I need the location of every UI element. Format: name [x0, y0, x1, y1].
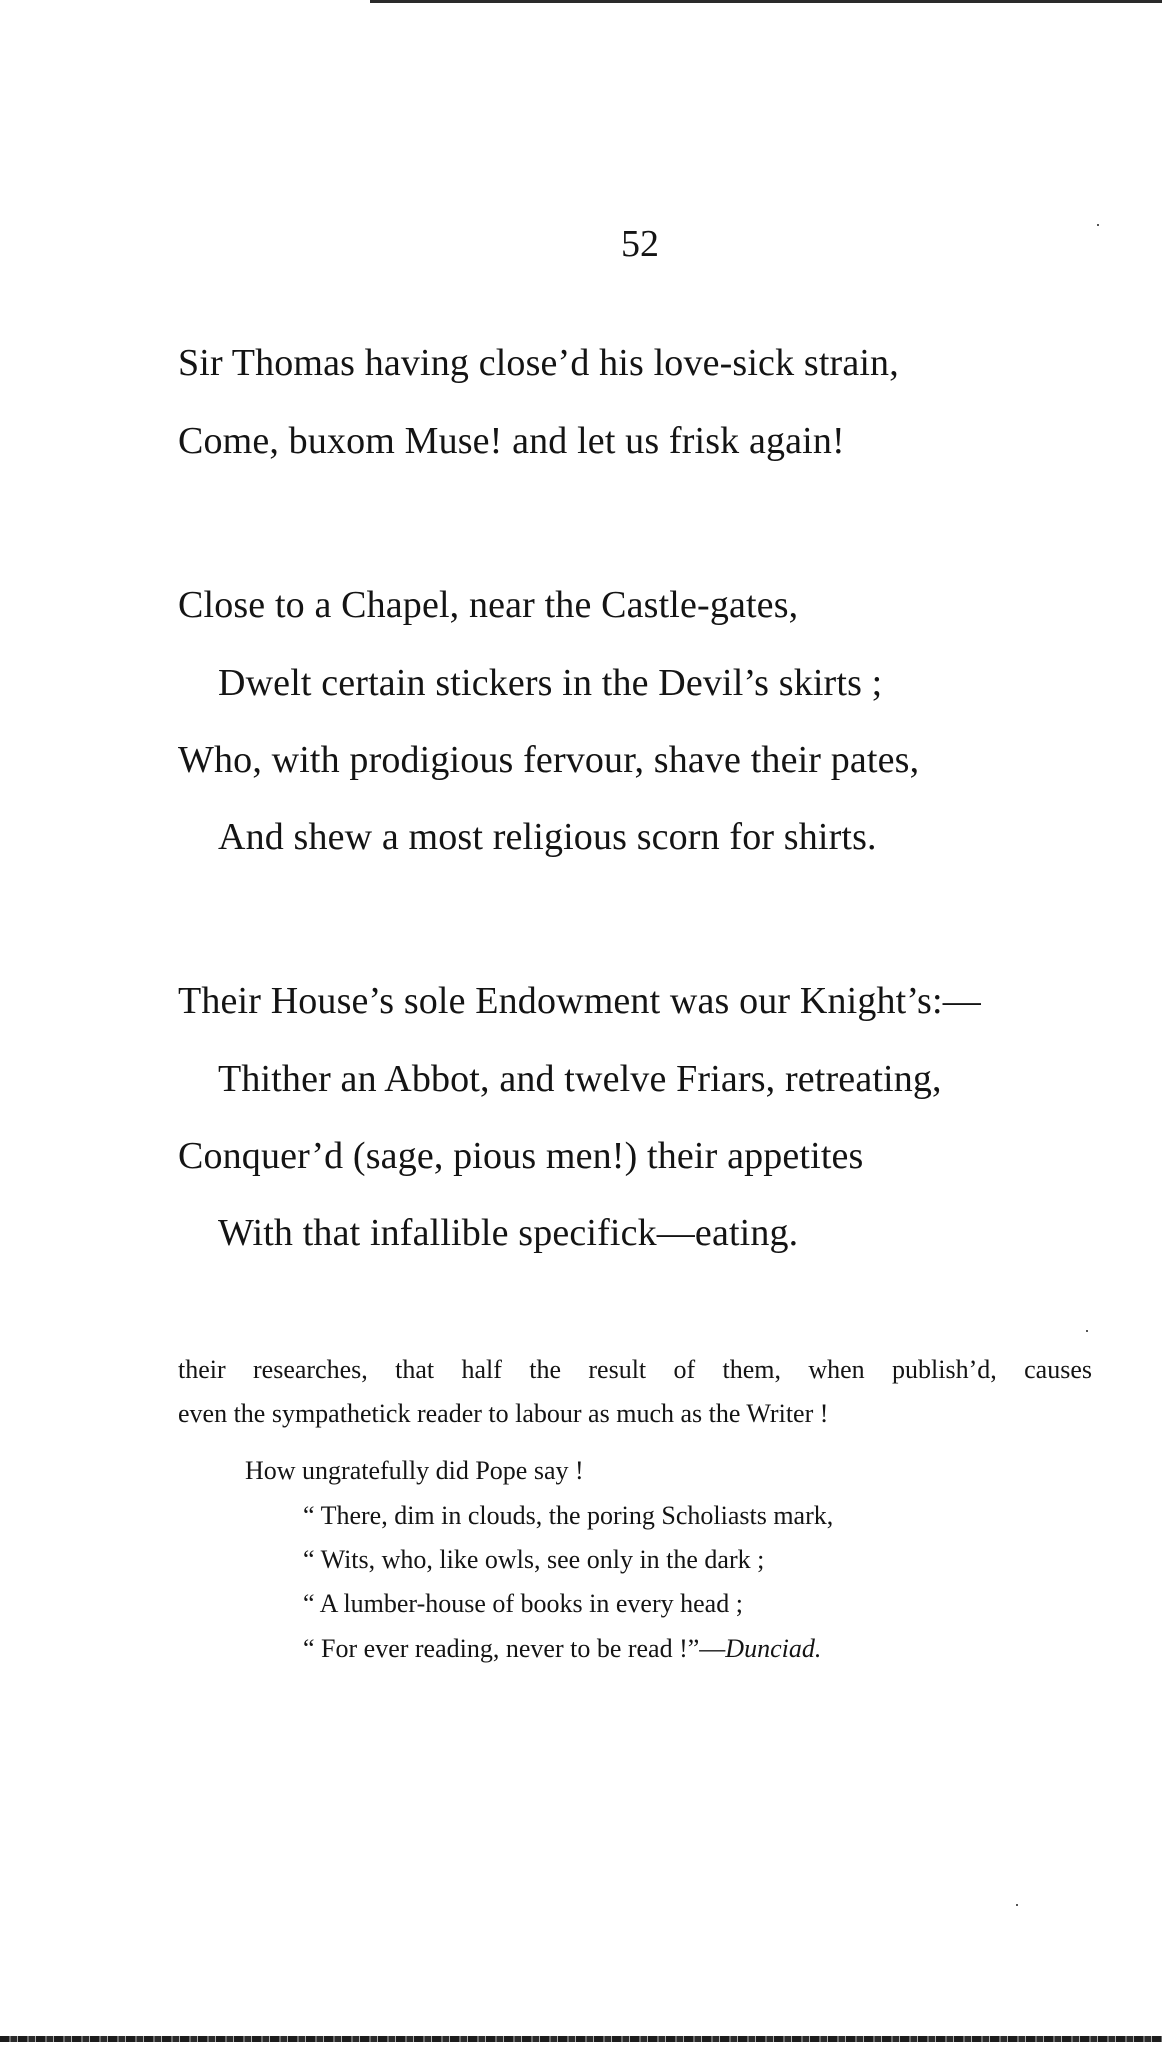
page-speck: [1097, 224, 1099, 226]
stanza-1-line-2: Come, buxom Muse! and let us frisk again!: [178, 420, 845, 462]
quote-source: Dunciad.: [725, 1634, 822, 1663]
page-speck: [1016, 1904, 1018, 1906]
stanza-3-line-3: Conquer’d (sage, pious men!) their appetites: [178, 1135, 864, 1177]
stanza-2-line-1: Close to a Chapel, near the Castle-gates,: [178, 584, 799, 626]
quote-line-3: “ A lumber-house of books in every head ;: [303, 1589, 743, 1618]
footnote-line-1: their researches, that half the result of them, when publish’d, causes: [178, 1355, 1092, 1384]
stanza-2-line-3: Who, with prodigious fervour, shave their pates,: [178, 739, 920, 781]
stanza-2-line-2: Dwelt certain stickers in the Devil’s skirts ;: [218, 662, 883, 704]
bottom-page-edge: [0, 2036, 1162, 2042]
stanza-3-line-4: With that infallible specifick—eating.: [218, 1212, 799, 1254]
page-number: 52: [621, 223, 659, 265]
top-page-edge: [370, 0, 1162, 3]
footnote-intro: How ungratefully did Pope say !: [245, 1456, 584, 1485]
quote-line-1: “ There, dim in clouds, the poring Scholiasts mark,: [303, 1501, 834, 1530]
page-speck: [1086, 1330, 1088, 1332]
stanza-3-line-2: Thither an Abbot, and twelve Friars, retreating,: [218, 1058, 942, 1100]
footnote-line-2: even the sympathetick reader to labour as much as the Writer !: [178, 1399, 829, 1428]
stanza-2-line-4: And shew a most religious scorn for shirts.: [218, 816, 877, 858]
quote-line-2: “ Wits, who, like owls, see only in the dark ;: [303, 1545, 765, 1574]
stanza-3-line-1: Their House’s sole Endowment was our Knight’s:—: [178, 980, 981, 1022]
quote-line-4: [303, 1633, 821, 1665]
stanza-1-line-1: Sir Thomas having close’d his love-sick strain,: [178, 342, 899, 384]
quote-line-4-text: “ For ever reading, never to be read !”—: [303, 1634, 726, 1663]
